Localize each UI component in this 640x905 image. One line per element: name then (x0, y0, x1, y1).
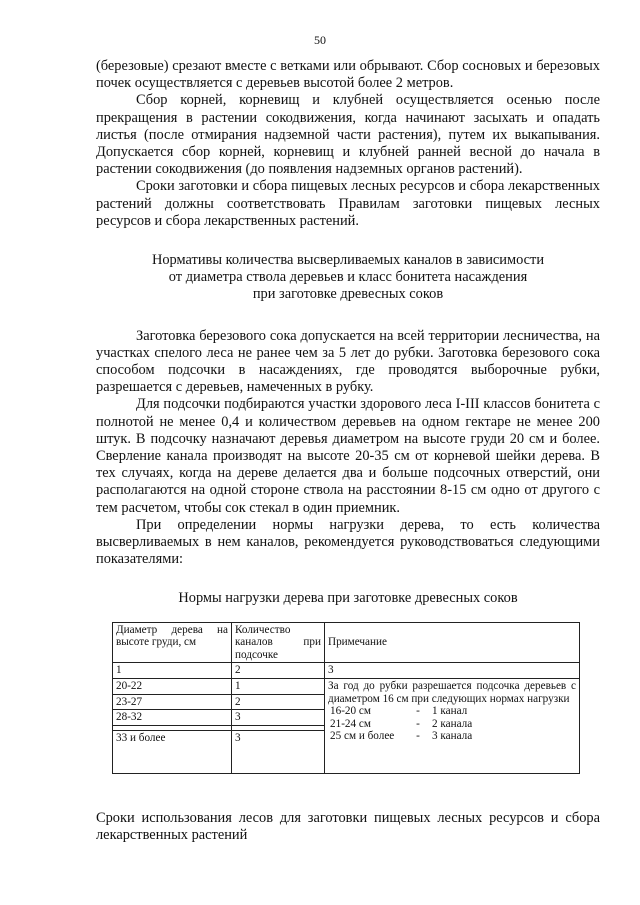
cell-note (325, 679, 580, 774)
load-channels: 1 канал (432, 705, 468, 718)
paragraph-roots-collection: Сбор корней, корневищ и клубней осуществляется осенью после прекращения в растении сокодвижения, когда начинают засыхать и опадать листья (после отмирания надземной части растения), путем их выкапывания. Допускается сбор корней, корневищ и клубней ранней весной до начала в растении сокодвижения (до появления надземных органов растений). (96, 92, 600, 178)
paragraph-birch-sap: Заготовка березового сока допускается на всей территории лесничества, на участках спелого леса не ранее чем за 5 лет до рубки. Заготовка березового сока способом подсочки в насаждениях, где проводятся выборочные рубки, разрешается с деревьев, намеченных в рубку. (96, 327, 600, 396)
paragraph-load-norm: При определении нормы нагрузки дерева, то есть количества высверливаемых в нем каналов, рекомендуется руководствоваться следующими показателями: (96, 516, 600, 568)
header-diameter: Диаметр дерева на высоте груди, см (113, 622, 232, 663)
load-size: 21-24 см (330, 717, 371, 730)
note-load-item (328, 705, 576, 718)
column-number: 3 (325, 663, 580, 679)
page-content (96, 58, 600, 844)
table-row (113, 679, 580, 695)
note-load-list (328, 705, 576, 743)
note-load-item (328, 718, 576, 731)
column-number: 1 (113, 663, 232, 679)
cell-diameter: 20-22 (113, 679, 232, 695)
cell-channels: 1 (232, 679, 325, 695)
load-channels: 2 канала (432, 717, 473, 730)
load-dash: - (416, 730, 420, 743)
tree-load-table (112, 622, 580, 774)
section-heading-line: Нормативы количества высверливаемых каналов в зависимости (151, 252, 545, 269)
column-number: 2 (232, 663, 325, 679)
paragraph-tapping-rules: Для подсочки подбираются участки здорового леса I-III классов бонитета с полнотой не менее 0,4 и количеством деревьев на одном гектаре не менее 200 штук. В подсочку назначают деревья диаметром на высоте груди 20 см и более. Сверление канала производят на высоте 20-35 см от корневой шейки дерева. В тех случаях, когда на дереве делается два и больше подсочных отверстий, они располагаются на одной стороне ствола на расстоянии 8-15 см одно от другого с тем расчетом, чтобы сок стекал в один приемник. (96, 396, 600, 516)
load-size: 16-20 см (330, 705, 371, 718)
note-text: За год до рубки разрешается подсочка деревьев с диаметром 16 см при следующих нормах нагрузки (328, 680, 576, 705)
cell-diameter: 23-27 (113, 694, 232, 710)
load-dash: - (416, 705, 420, 718)
paragraph-birch-buds: (березовые) срезают вместе с ветками или обрывают. Сбор сосновых и березовых почек осуществляется с деревьев высотой более 2 метров. (96, 58, 600, 92)
cell-diameter: 28-32 (113, 710, 232, 726)
cell-diameter: 33 и более (113, 730, 232, 773)
paragraph-collection-terms: Сроки заготовки и сбора пищевых лесных ресурсов и сбора лекарственных растений должны соответствовать Правилам заготовки пищевых лесных ресурсов и сбора лекарственных растений. (96, 178, 600, 229)
section-title-usage-terms: Сроки использования лесов для заготовки пищевых лесных ресурсов и сбора лекарственных растений (96, 809, 600, 844)
cell-channels: 3 (232, 730, 325, 773)
table-header-row (113, 622, 580, 663)
section-heading-line: при заготовке древесных соков (252, 286, 444, 303)
cell-channels: 2 (232, 694, 325, 710)
load-size: 25 см и более (330, 730, 395, 743)
header-note: Примечание (325, 622, 580, 663)
load-channels: 3 канала (432, 730, 473, 743)
header-channels: Количество каналов при подсочке (232, 622, 325, 663)
load-dash: - (416, 717, 420, 730)
cell-channels: 3 (232, 710, 325, 726)
page-number: 50 (314, 33, 326, 47)
table-title: Нормы нагрузки дерева при заготовке древесных соков (178, 590, 518, 607)
section-heading-line: от диаметра ствола деревьев и класс бонитета насаждения (168, 269, 528, 286)
table-numbering-row (113, 663, 580, 679)
section-heading (96, 252, 600, 304)
note-load-item (328, 730, 576, 743)
